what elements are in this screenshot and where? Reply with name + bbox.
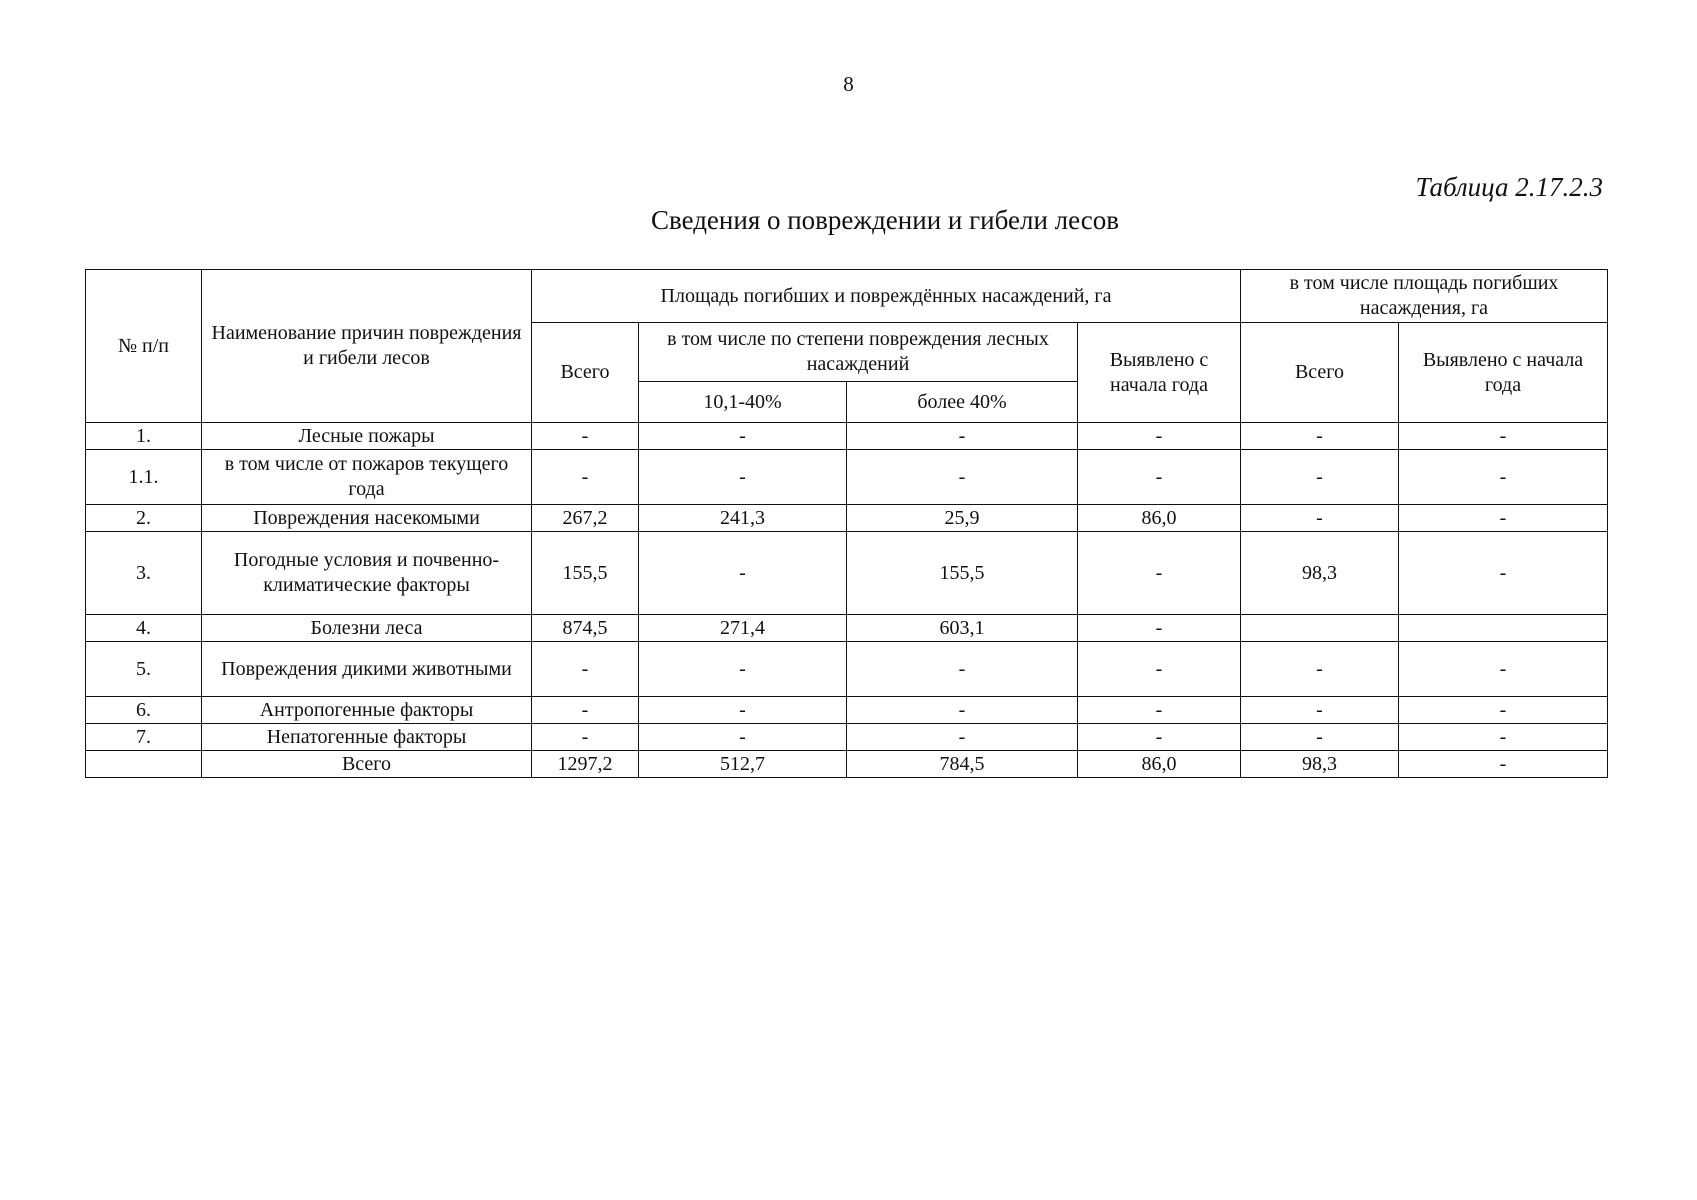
- header-degree-high: более 40%: [847, 382, 1078, 423]
- table-row: [86, 615, 1608, 642]
- header-total: Всего: [532, 323, 639, 423]
- cell-high: 784,5: [847, 751, 1078, 778]
- cell-num: 1.1.: [86, 450, 202, 505]
- table-row: [86, 697, 1608, 724]
- cell-high: -: [847, 724, 1078, 751]
- cell-total: -: [532, 697, 639, 724]
- cell-dead-detected: [1399, 615, 1608, 642]
- header-dead-group: в том числе площадь погибших насаждения, га: [1241, 270, 1608, 323]
- cell-dead-total: 98,3: [1241, 532, 1399, 615]
- cell-detected: 86,0: [1078, 751, 1241, 778]
- cell-total: -: [532, 724, 639, 751]
- cell-name: Непатогенные факторы: [202, 724, 532, 751]
- cell-high: -: [847, 423, 1078, 450]
- table-caption: Таблица 2.17.2.3: [1415, 172, 1603, 202]
- cell-num: 6.: [86, 697, 202, 724]
- cell-high: 25,9: [847, 505, 1078, 532]
- cell-num: 5.: [86, 642, 202, 697]
- cell-total: 1297,2: [532, 751, 639, 778]
- cell-num: 4.: [86, 615, 202, 642]
- cell-dead-total: -: [1241, 642, 1399, 697]
- cell-num: 2.: [86, 505, 202, 532]
- header-name: Наименование причин повреждения и гибели лесов: [202, 270, 532, 423]
- cell-high: -: [847, 450, 1078, 505]
- header-dead-total: Всего: [1241, 323, 1399, 423]
- cell-dead-total: -: [1241, 450, 1399, 505]
- cell-name: Антропогенные факторы: [202, 697, 532, 724]
- cell-name: Болезни леса: [202, 615, 532, 642]
- cell-num: 3.: [86, 532, 202, 615]
- cell-dead-detected: -: [1399, 642, 1608, 697]
- cell-total: -: [532, 423, 639, 450]
- cell-low: 271,4: [639, 615, 847, 642]
- cell-low: -: [639, 450, 847, 505]
- cell-total: 874,5: [532, 615, 639, 642]
- cell-dead-detected: -: [1399, 697, 1608, 724]
- cell-detected: -: [1078, 724, 1241, 751]
- header-area-group: Площадь погибших и повреждённых насаждений, га: [532, 270, 1241, 323]
- table-row: [86, 532, 1608, 615]
- cell-dead-total: -: [1241, 697, 1399, 724]
- cell-dead-detected: -: [1399, 724, 1608, 751]
- cell-detected: -: [1078, 697, 1241, 724]
- table-row: [86, 505, 1608, 532]
- cell-low: -: [639, 697, 847, 724]
- cell-dead-total: -: [1241, 505, 1399, 532]
- cell-low: -: [639, 724, 847, 751]
- cell-dead-total: 98,3: [1241, 751, 1399, 778]
- cell-name: Всего: [202, 751, 532, 778]
- header-dead-detected: Выявлено с начала года: [1399, 323, 1608, 423]
- cell-dead-total: -: [1241, 724, 1399, 751]
- table-row: [86, 724, 1608, 751]
- cell-num: 7.: [86, 724, 202, 751]
- cell-name: Лесные пожары: [202, 423, 532, 450]
- page-number: 8: [843, 72, 854, 96]
- forest-damage-table: [85, 269, 1608, 778]
- cell-dead-detected: -: [1399, 450, 1608, 505]
- total-row: [86, 751, 1608, 778]
- cell-detected: 86,0: [1078, 505, 1241, 532]
- table-row: [86, 450, 1608, 505]
- cell-dead-total: [1241, 615, 1399, 642]
- cell-low: -: [639, 642, 847, 697]
- cell-detected: -: [1078, 532, 1241, 615]
- cell-dead-detected: -: [1399, 532, 1608, 615]
- cell-total: 155,5: [532, 532, 639, 615]
- cell-detected: -: [1078, 450, 1241, 505]
- cell-dead-total: -: [1241, 423, 1399, 450]
- cell-name: Повреждения насекомыми: [202, 505, 532, 532]
- cell-dead-detected: -: [1399, 505, 1608, 532]
- table-row: [86, 423, 1608, 450]
- cell-low: 241,3: [639, 505, 847, 532]
- cell-name: Погодные условия и почвенно-климатические факторы: [202, 532, 532, 615]
- cell-dead-detected: -: [1399, 423, 1608, 450]
- cell-name: в том числе от пожаров текущего года: [202, 450, 532, 505]
- cell-total: 267,2: [532, 505, 639, 532]
- table-row: [86, 642, 1608, 697]
- cell-high: 155,5: [847, 532, 1078, 615]
- header-detected: Выявлено с начала года: [1078, 323, 1241, 423]
- cell-total: -: [532, 450, 639, 505]
- cell-num: [86, 751, 202, 778]
- cell-detected: -: [1078, 615, 1241, 642]
- cell-detected: -: [1078, 642, 1241, 697]
- header-num: № п/п: [86, 270, 202, 423]
- cell-low: -: [639, 423, 847, 450]
- cell-num: 1.: [86, 423, 202, 450]
- cell-low: -: [639, 532, 847, 615]
- cell-high: -: [847, 642, 1078, 697]
- cell-high: -: [847, 697, 1078, 724]
- cell-dead-detected: -: [1399, 751, 1608, 778]
- cell-detected: -: [1078, 423, 1241, 450]
- header-degree-group: в том числе по степени повреждения лесных насаждений: [639, 323, 1078, 382]
- cell-name: Повреждения дикими животными: [202, 642, 532, 697]
- cell-low: 512,7: [639, 751, 847, 778]
- cell-total: -: [532, 642, 639, 697]
- table-title: Сведения о повреждении и гибели лесов: [650, 205, 1120, 235]
- cell-high: 603,1: [847, 615, 1078, 642]
- header-degree-low: 10,1-40%: [639, 382, 847, 423]
